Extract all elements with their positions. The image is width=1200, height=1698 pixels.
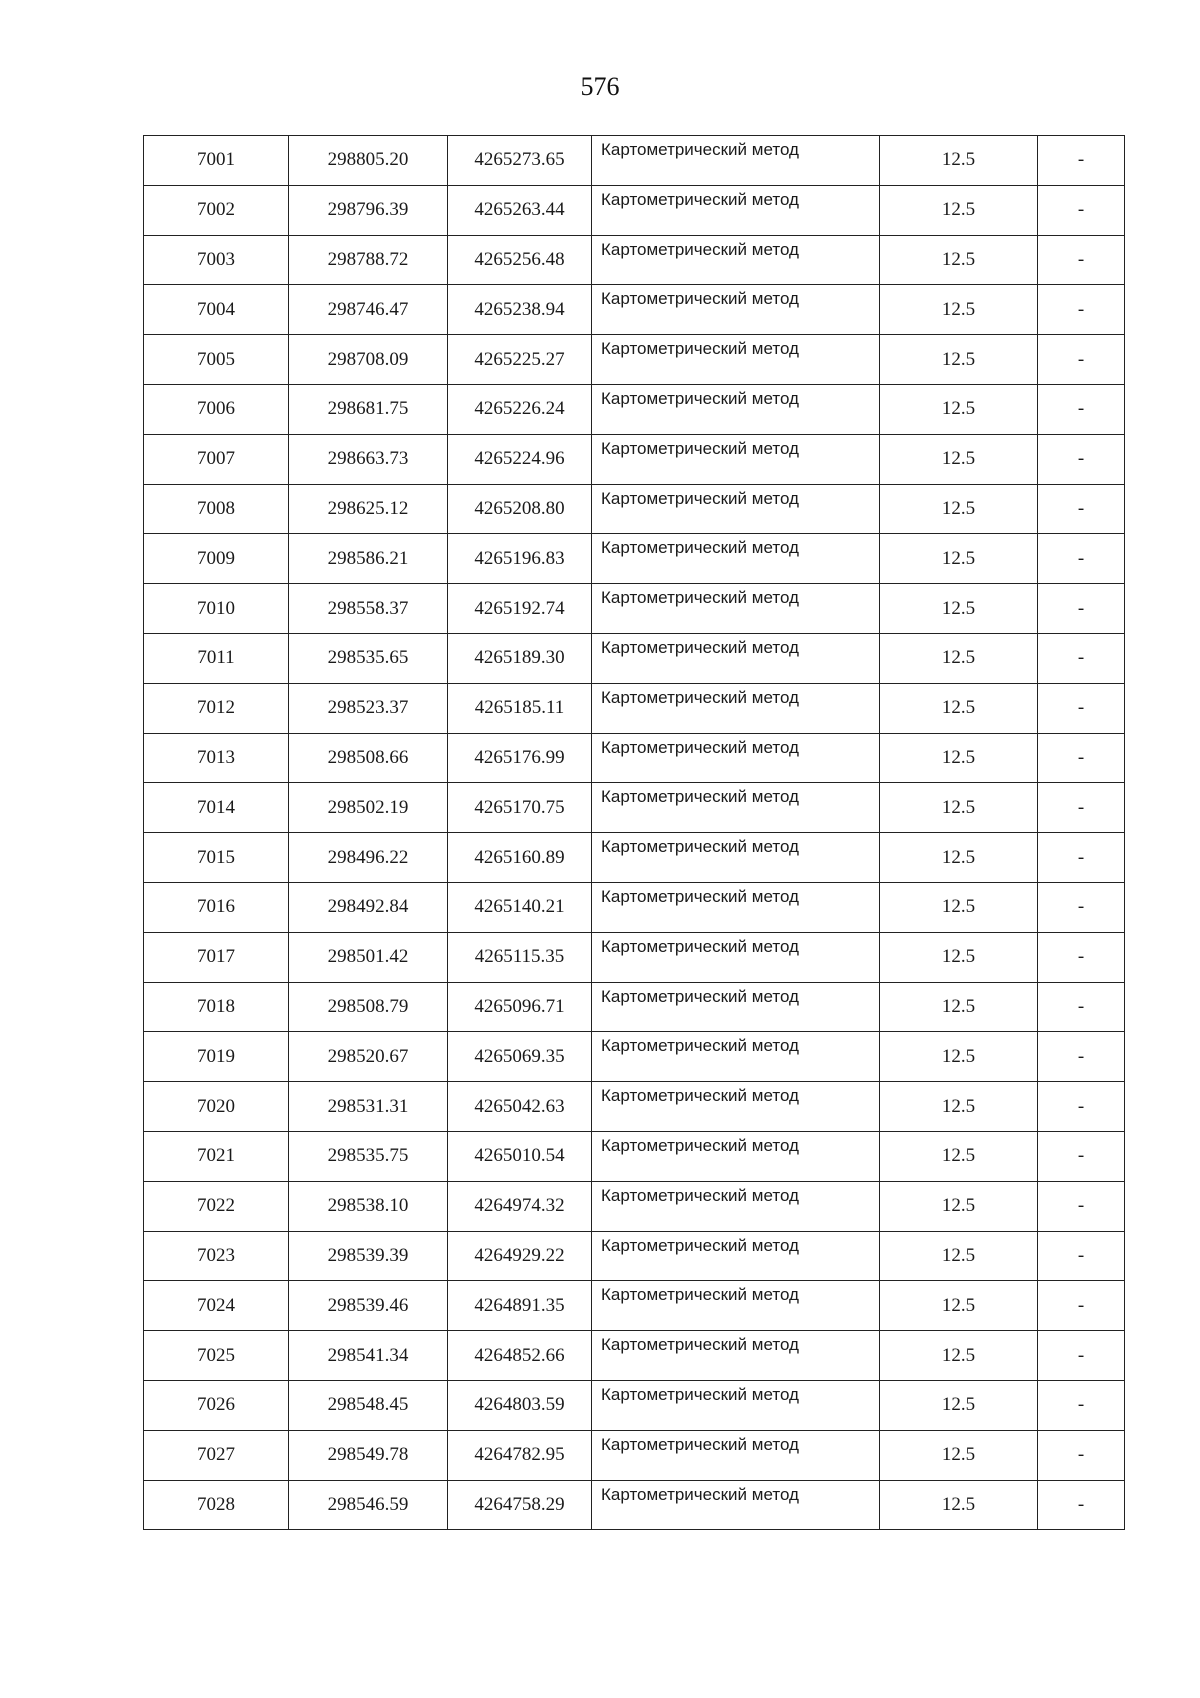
accuracy-cell: 12.5 — [880, 1231, 1038, 1281]
x-coordinate-cell: 298535.65 — [289, 633, 448, 683]
note-cell: - — [1038, 633, 1125, 683]
table-body — [144, 136, 1125, 1530]
y-coordinate-cell: 4265160.89 — [448, 833, 592, 883]
table-row — [144, 1131, 1125, 1181]
table-row — [144, 1430, 1125, 1480]
note-cell: - — [1038, 833, 1125, 883]
x-coordinate-cell: 298796.39 — [289, 185, 448, 235]
accuracy-cell: 12.5 — [880, 833, 1038, 883]
table-row — [144, 833, 1125, 883]
table-row — [144, 1032, 1125, 1082]
note-cell: - — [1038, 285, 1125, 335]
table-row — [144, 1082, 1125, 1132]
table-row — [144, 932, 1125, 982]
y-coordinate-cell: 4265096.71 — [448, 982, 592, 1032]
point-number-cell: 7027 — [144, 1430, 289, 1480]
point-number-cell: 7003 — [144, 235, 289, 285]
note-cell: - — [1038, 1181, 1125, 1231]
note-cell: - — [1038, 783, 1125, 833]
point-number-cell: 7004 — [144, 285, 289, 335]
y-coordinate-cell: 4265224.96 — [448, 434, 592, 484]
table-row — [144, 136, 1125, 186]
method-cell: Картометрический метод — [592, 285, 880, 335]
table-row — [144, 185, 1125, 235]
x-coordinate-cell: 298548.45 — [289, 1380, 448, 1430]
point-number-cell: 7002 — [144, 185, 289, 235]
table-row — [144, 534, 1125, 584]
y-coordinate-cell: 4264974.32 — [448, 1181, 592, 1231]
y-coordinate-cell: 4265273.65 — [448, 136, 592, 186]
y-coordinate-cell: 4265189.30 — [448, 633, 592, 683]
y-coordinate-cell: 4265238.94 — [448, 285, 592, 335]
accuracy-cell: 12.5 — [880, 1082, 1038, 1132]
note-cell: - — [1038, 136, 1125, 186]
method-cell: Картометрический метод — [592, 185, 880, 235]
note-cell: - — [1038, 1480, 1125, 1530]
x-coordinate-cell: 298508.79 — [289, 982, 448, 1032]
y-coordinate-cell: 4264758.29 — [448, 1480, 592, 1530]
accuracy-cell: 12.5 — [880, 932, 1038, 982]
point-number-cell: 7007 — [144, 434, 289, 484]
method-cell: Картометрический метод — [592, 1231, 880, 1281]
y-coordinate-cell: 4265192.74 — [448, 584, 592, 634]
method-cell: Картометрический метод — [592, 1181, 880, 1231]
point-number-cell: 7023 — [144, 1231, 289, 1281]
table-row — [144, 1380, 1125, 1430]
method-cell: Картометрический метод — [592, 1131, 880, 1181]
method-cell: Картометрический метод — [592, 136, 880, 186]
note-cell: - — [1038, 335, 1125, 385]
note-cell: - — [1038, 185, 1125, 235]
method-cell: Картометрический метод — [592, 384, 880, 434]
accuracy-cell: 12.5 — [880, 1181, 1038, 1231]
x-coordinate-cell: 298538.10 — [289, 1181, 448, 1231]
method-cell: Картометрический метод — [592, 534, 880, 584]
x-coordinate-cell: 298539.39 — [289, 1231, 448, 1281]
method-cell: Картометрический метод — [592, 683, 880, 733]
accuracy-cell: 12.5 — [880, 235, 1038, 285]
table-row — [144, 1181, 1125, 1231]
table-row — [144, 1480, 1125, 1530]
page-number: 576 — [580, 72, 620, 101]
accuracy-cell: 12.5 — [880, 882, 1038, 932]
method-cell: Картометрический метод — [592, 235, 880, 285]
note-cell: - — [1038, 1082, 1125, 1132]
y-coordinate-cell: 4265170.75 — [448, 783, 592, 833]
accuracy-cell: 12.5 — [880, 783, 1038, 833]
table-row — [144, 584, 1125, 634]
method-cell: Картометрический метод — [592, 833, 880, 883]
method-cell: Картометрический метод — [592, 1082, 880, 1132]
y-coordinate-cell: 4265263.44 — [448, 185, 592, 235]
y-coordinate-cell: 4265115.35 — [448, 932, 592, 982]
point-number-cell: 7024 — [144, 1281, 289, 1331]
point-number-cell: 7012 — [144, 683, 289, 733]
accuracy-cell: 12.5 — [880, 136, 1038, 186]
note-cell: - — [1038, 1032, 1125, 1082]
y-coordinate-cell: 4265208.80 — [448, 484, 592, 534]
table-row — [144, 1231, 1125, 1281]
point-number-cell: 7005 — [144, 335, 289, 385]
y-coordinate-cell: 4265196.83 — [448, 534, 592, 584]
table-row — [144, 982, 1125, 1032]
y-coordinate-cell: 4264782.95 — [448, 1430, 592, 1480]
table-row — [144, 285, 1125, 335]
method-cell: Картометрический метод — [592, 1331, 880, 1381]
point-number-cell: 7016 — [144, 882, 289, 932]
x-coordinate-cell: 298708.09 — [289, 335, 448, 385]
point-number-cell: 7014 — [144, 783, 289, 833]
point-number-cell: 7006 — [144, 384, 289, 434]
x-coordinate-cell: 298805.20 — [289, 136, 448, 186]
x-coordinate-cell: 298788.72 — [289, 235, 448, 285]
x-coordinate-cell: 298508.66 — [289, 733, 448, 783]
point-number-cell: 7026 — [144, 1380, 289, 1430]
accuracy-cell: 12.5 — [880, 434, 1038, 484]
note-cell: - — [1038, 982, 1125, 1032]
accuracy-cell: 12.5 — [880, 1331, 1038, 1381]
method-cell: Картометрический метод — [592, 982, 880, 1032]
note-cell: - — [1038, 1331, 1125, 1381]
x-coordinate-cell: 298681.75 — [289, 384, 448, 434]
point-number-cell: 7010 — [144, 584, 289, 634]
accuracy-cell: 12.5 — [880, 335, 1038, 385]
table-row — [144, 733, 1125, 783]
method-cell: Картометрический метод — [592, 932, 880, 982]
point-number-cell: 7013 — [144, 733, 289, 783]
y-coordinate-cell: 4265185.11 — [448, 683, 592, 733]
method-cell: Картометрический метод — [592, 1032, 880, 1082]
accuracy-cell: 12.5 — [880, 1032, 1038, 1082]
method-cell: Картометрический метод — [592, 434, 880, 484]
y-coordinate-cell: 4265226.24 — [448, 384, 592, 434]
x-coordinate-cell: 298501.42 — [289, 932, 448, 982]
x-coordinate-cell: 298663.73 — [289, 434, 448, 484]
method-cell: Картометрический метод — [592, 1430, 880, 1480]
point-number-cell: 7001 — [144, 136, 289, 186]
note-cell: - — [1038, 1380, 1125, 1430]
table-row — [144, 434, 1125, 484]
accuracy-cell: 12.5 — [880, 982, 1038, 1032]
x-coordinate-cell: 298535.75 — [289, 1131, 448, 1181]
table-row — [144, 384, 1125, 434]
accuracy-cell: 12.5 — [880, 185, 1038, 235]
x-coordinate-cell: 298539.46 — [289, 1281, 448, 1331]
note-cell: - — [1038, 1430, 1125, 1480]
method-cell: Картометрический метод — [592, 733, 880, 783]
x-coordinate-cell: 298546.59 — [289, 1480, 448, 1530]
method-cell: Картометрический метод — [592, 633, 880, 683]
x-coordinate-cell: 298586.21 — [289, 534, 448, 584]
note-cell: - — [1038, 584, 1125, 634]
method-cell: Картометрический метод — [592, 1480, 880, 1530]
accuracy-cell: 12.5 — [880, 534, 1038, 584]
accuracy-cell: 12.5 — [880, 285, 1038, 335]
method-cell: Картометрический метод — [592, 1281, 880, 1331]
point-number-cell: 7011 — [144, 633, 289, 683]
y-coordinate-cell: 4264891.35 — [448, 1281, 592, 1331]
point-number-cell: 7022 — [144, 1181, 289, 1231]
point-number-cell: 7025 — [144, 1331, 289, 1381]
y-coordinate-cell: 4265225.27 — [448, 335, 592, 385]
point-number-cell: 7009 — [144, 534, 289, 584]
point-number-cell: 7008 — [144, 484, 289, 534]
note-cell: - — [1038, 1281, 1125, 1331]
note-cell: - — [1038, 235, 1125, 285]
accuracy-cell: 12.5 — [880, 1380, 1038, 1430]
y-coordinate-cell: 4265069.35 — [448, 1032, 592, 1082]
note-cell: - — [1038, 484, 1125, 534]
point-number-cell: 7015 — [144, 833, 289, 883]
accuracy-cell: 12.5 — [880, 1281, 1038, 1331]
method-cell: Картометрический метод — [592, 484, 880, 534]
table-row — [144, 484, 1125, 534]
note-cell: - — [1038, 534, 1125, 584]
x-coordinate-cell: 298541.34 — [289, 1331, 448, 1381]
table-row — [144, 335, 1125, 385]
point-number-cell: 7028 — [144, 1480, 289, 1530]
table-row — [144, 1331, 1125, 1381]
table-row — [144, 235, 1125, 285]
accuracy-cell: 12.5 — [880, 484, 1038, 534]
y-coordinate-cell: 4264929.22 — [448, 1231, 592, 1281]
point-number-cell: 7019 — [144, 1032, 289, 1082]
y-coordinate-cell: 4265010.54 — [448, 1131, 592, 1181]
x-coordinate-cell: 298496.22 — [289, 833, 448, 883]
note-cell: - — [1038, 683, 1125, 733]
accuracy-cell: 12.5 — [880, 733, 1038, 783]
note-cell: - — [1038, 1131, 1125, 1181]
table-row — [144, 783, 1125, 833]
y-coordinate-cell: 4265042.63 — [448, 1082, 592, 1132]
x-coordinate-cell: 298520.67 — [289, 1032, 448, 1082]
point-number-cell: 7018 — [144, 982, 289, 1032]
y-coordinate-cell: 4265256.48 — [448, 235, 592, 285]
note-cell: - — [1038, 434, 1125, 484]
accuracy-cell: 12.5 — [880, 1131, 1038, 1181]
x-coordinate-cell: 298746.47 — [289, 285, 448, 335]
method-cell: Картометрический метод — [592, 783, 880, 833]
table-row — [144, 633, 1125, 683]
x-coordinate-cell: 298531.31 — [289, 1082, 448, 1132]
method-cell: Картометрический метод — [592, 335, 880, 385]
table-row — [144, 1281, 1125, 1331]
x-coordinate-cell: 298549.78 — [289, 1430, 448, 1480]
point-number-cell: 7021 — [144, 1131, 289, 1181]
point-number-cell: 7020 — [144, 1082, 289, 1132]
x-coordinate-cell: 298492.84 — [289, 882, 448, 932]
accuracy-cell: 12.5 — [880, 384, 1038, 434]
x-coordinate-cell: 298502.19 — [289, 783, 448, 833]
note-cell: - — [1038, 932, 1125, 982]
x-coordinate-cell: 298523.37 — [289, 683, 448, 733]
note-cell: - — [1038, 384, 1125, 434]
note-cell: - — [1038, 882, 1125, 932]
table-row — [144, 683, 1125, 733]
accuracy-cell: 12.5 — [880, 633, 1038, 683]
x-coordinate-cell: 298558.37 — [289, 584, 448, 634]
x-coordinate-cell: 298625.12 — [289, 484, 448, 534]
accuracy-cell: 12.5 — [880, 1480, 1038, 1530]
accuracy-cell: 12.5 — [880, 1430, 1038, 1480]
method-cell: Картометрический метод — [592, 1380, 880, 1430]
method-cell: Картометрический метод — [592, 882, 880, 932]
coordinates-table — [143, 135, 1125, 1530]
note-cell: - — [1038, 733, 1125, 783]
note-cell: - — [1038, 1231, 1125, 1281]
method-cell: Картометрический метод — [592, 584, 880, 634]
accuracy-cell: 12.5 — [880, 584, 1038, 634]
table-row — [144, 882, 1125, 932]
point-number-cell: 7017 — [144, 932, 289, 982]
y-coordinate-cell: 4264803.59 — [448, 1380, 592, 1430]
y-coordinate-cell: 4265140.21 — [448, 882, 592, 932]
y-coordinate-cell: 4264852.66 — [448, 1331, 592, 1381]
accuracy-cell: 12.5 — [880, 683, 1038, 733]
y-coordinate-cell: 4265176.99 — [448, 733, 592, 783]
